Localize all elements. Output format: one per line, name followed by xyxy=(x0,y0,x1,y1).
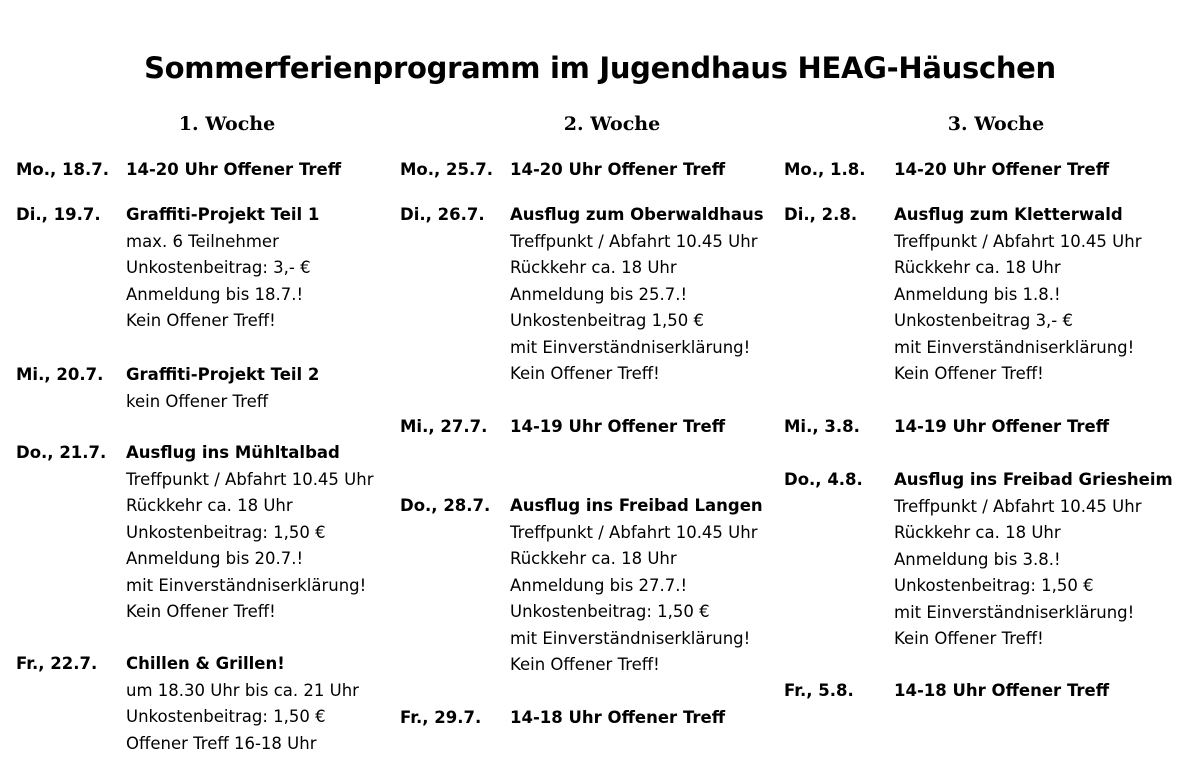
entry-lines xyxy=(894,202,1174,388)
entry-title: 14-20 Uhr Offener Treff xyxy=(126,160,342,179)
entry-lines xyxy=(894,414,1174,441)
entry-detail: Rückkehr ca. 18 Uhr xyxy=(894,523,1061,542)
entry-detail: Rückkehr ca. 18 Uhr xyxy=(510,258,677,277)
entry-detail: Unkostenbeitrag: 1,50 € xyxy=(510,602,710,621)
entry-detail: Unkostenbeitrag: 3,- € xyxy=(126,258,311,277)
entry-detail: Anmeldung bis 20.7.! xyxy=(126,549,304,568)
entry-lines xyxy=(126,202,406,335)
entry-date: Di., 26.7. xyxy=(400,205,485,224)
entry-detail: Kein Offener Treff! xyxy=(126,311,276,330)
entry-detail: Anmeldung bis 27.7.! xyxy=(510,575,688,595)
entry-lines xyxy=(126,440,406,626)
entry-date: Mo., 1.8. xyxy=(784,160,866,179)
entry-detail: Treffpunkt / Abfahrt 10.45 Uhr xyxy=(126,469,374,489)
entry-detail: Kein Offener Treff! xyxy=(894,629,1044,648)
entry-date: Do., 4.8. xyxy=(784,470,863,489)
week-1-heading: 1. Woche xyxy=(178,113,276,135)
entry-detail: Treffpunkt / Abfahrt 10.45 Uhr xyxy=(894,231,1142,251)
entry-detail: mit Einverständniserklärung! xyxy=(126,575,367,595)
entry-detail: Anmeldung bis 1.8.! xyxy=(894,284,1061,304)
entry-detail: Unkostenbeitrag 3,- € xyxy=(894,311,1074,330)
entry-title: 14-20 Uhr Offener Treff xyxy=(510,160,726,179)
week-3-heading: 3. Woche xyxy=(947,113,1045,135)
entry-title: Ausflug ins Freibad Langen xyxy=(510,496,763,515)
entry-detail: mit Einverständniserklärung! xyxy=(894,602,1135,622)
entry-detail: Treffpunkt / Abfahrt 10.45 Uhr xyxy=(894,496,1142,516)
entry-detail: Rückkehr ca. 18 Uhr xyxy=(894,258,1061,277)
entry-detail: Rückkehr ca. 18 Uhr xyxy=(126,496,293,515)
entry-detail: Unkostenbeitrag 1,50 € xyxy=(510,311,705,330)
entry-date: Do., 28.7. xyxy=(400,496,491,515)
entry-date: Mo., 25.7. xyxy=(400,160,494,179)
entry-title: 14-19 Uhr Offener Treff xyxy=(510,417,726,436)
entry-lines xyxy=(510,705,790,732)
entry-detail: mit Einverständniserklärung! xyxy=(510,337,751,357)
page-title: Sommerferienprogramm im Jugendhaus HEAG-Häuschen xyxy=(144,51,1056,85)
entry-detail: Rückkehr ca. 18 Uhr xyxy=(510,549,677,568)
entry-lines xyxy=(510,493,790,679)
entry-detail: mit Einverständniserklärung! xyxy=(894,337,1135,357)
entry-lines xyxy=(126,651,406,757)
entry-title: 14-19 Uhr Offener Treff xyxy=(894,417,1110,436)
entry-date: Di., 19.7. xyxy=(16,205,101,224)
entry-detail: Treffpunkt / Abfahrt 10.45 Uhr xyxy=(510,231,758,251)
entry-detail: Anmeldung bis 3.8.! xyxy=(894,549,1061,569)
entry-detail: kein Offener Treff xyxy=(126,391,269,411)
entry-date: Mi., 3.8. xyxy=(784,417,860,436)
entry-detail: mit Einverständniserklärung! xyxy=(510,628,751,648)
entry-title: 14-18 Uhr Offener Treff xyxy=(894,681,1110,700)
entry-date: Do., 21.7. xyxy=(16,443,107,462)
entry-title: Ausflug zum Kletterwald xyxy=(894,205,1123,224)
entry-detail: Offener Treff 16-18 Uhr xyxy=(126,733,317,753)
entry-lines xyxy=(510,414,790,441)
entry-date: Mi., 20.7. xyxy=(16,365,104,384)
entry-date: Fr., 5.8. xyxy=(784,681,854,700)
entry-lines xyxy=(894,467,1174,653)
entry-date: Mi., 27.7. xyxy=(400,417,488,436)
entry-detail: Unkostenbeitrag: 1,50 € xyxy=(126,522,326,542)
entry-detail: Kein Offener Treff! xyxy=(894,364,1044,383)
entry-detail: Kein Offener Treff! xyxy=(510,364,660,383)
entry-title: Ausflug zum Oberwaldhaus xyxy=(510,205,764,224)
entry-title: 14-18 Uhr Offener Treff xyxy=(510,708,726,727)
entry-lines xyxy=(510,202,790,388)
entry-title: Graffiti-Projekt Teil 1 xyxy=(126,205,320,224)
entry-title: 14-20 Uhr Offener Treff xyxy=(894,160,1110,179)
week-2-heading: 2. Woche xyxy=(563,113,661,135)
entry-lines xyxy=(126,157,406,184)
entry-title: Graffiti-Projekt Teil 2 xyxy=(126,365,320,384)
entry-detail: Unkostenbeitrag: 1,50 € xyxy=(126,707,326,726)
entry-title: Ausflug ins Freibad Griesheim xyxy=(894,470,1173,489)
entry-detail: um 18.30 Uhr bis ca. 21 Uhr xyxy=(126,680,359,700)
entry-lines xyxy=(894,157,1174,184)
entry-detail: Kein Offener Treff! xyxy=(510,655,660,674)
entry-lines xyxy=(126,362,406,415)
entry-detail: Anmeldung bis 25.7.! xyxy=(510,284,688,304)
entry-detail: max. 6 Teilnehmer xyxy=(126,231,279,251)
entry-detail: Kein Offener Treff! xyxy=(126,602,276,621)
entry-lines xyxy=(894,678,1174,705)
entry-detail: Treffpunkt / Abfahrt 10.45 Uhr xyxy=(510,522,758,542)
entry-date: Fr., 22.7. xyxy=(16,654,98,673)
entry-title: Ausflug ins Mühltalbad xyxy=(126,443,340,462)
entry-lines xyxy=(510,157,790,184)
entry-detail: Unkostenbeitrag: 1,50 € xyxy=(894,576,1094,595)
entry-title: Chillen & Grillen! xyxy=(126,654,285,673)
entry-date: Di., 2.8. xyxy=(784,205,858,224)
entry-date: Mo., 18.7. xyxy=(16,160,110,179)
entry-detail: Anmeldung bis 18.7.! xyxy=(126,284,304,304)
entry-date: Fr., 29.7. xyxy=(400,708,482,727)
